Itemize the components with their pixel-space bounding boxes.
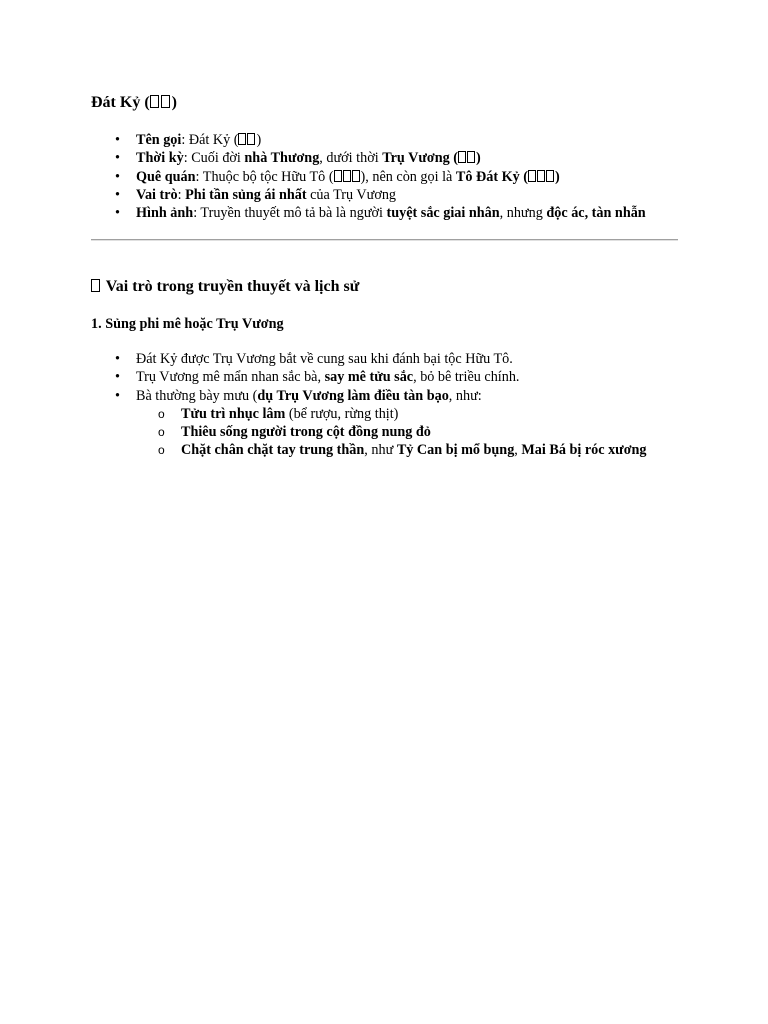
missing-glyph-icon (546, 170, 554, 182)
missing-glyph-icon (247, 133, 255, 145)
example-list (136, 405, 647, 460)
role-list (91, 350, 647, 460)
list-item: • Quê quán: Thuộc bộ tộc Hữu Tô ( ), nên còn gọi là Tô Đát Kỷ ( ) (136, 168, 646, 186)
missing-glyph-icon (91, 279, 100, 292)
missing-glyph-icon (528, 170, 536, 182)
missing-glyph-icon (161, 95, 170, 108)
missing-glyph-icon (467, 151, 475, 163)
page-title: Đát Kỷ ( ) (91, 94, 177, 111)
list-item: • Thời kỳ: Cuối đời nhà Thương, dưới thời Trụ Vương ( ) (136, 149, 646, 167)
missing-glyph-icon (238, 133, 246, 145)
list-item: o Thiêu sống người trong cột đồng nung đỏ (181, 423, 647, 441)
list-item: • Đát Kỷ được Trụ Vương bắt về cung sau khi đánh bại tộc Hữu Tô. (136, 350, 647, 368)
list-item: o Tửu trì nhục lâm (bể rượu, rừng thịt) (181, 405, 647, 423)
info-list (91, 131, 646, 222)
list-item: • Tên gọi: Đát Kỷ ( ) (136, 131, 646, 149)
list-item: • Vai trò: Phi tần sủng ái nhất của Trụ Vương (136, 186, 646, 204)
missing-glyph-icon (352, 170, 360, 182)
section-heading: Vai trò trong truyền thuyết và lịch sử (91, 277, 359, 297)
list-item: o Chặt chân chặt tay trung thần, như Tỷ Can bị mổ bụng, Mai Bá bị róc xương (181, 441, 647, 459)
missing-glyph-icon (334, 170, 342, 182)
missing-glyph-icon (458, 151, 466, 163)
missing-glyph-icon (537, 170, 545, 182)
list-item: • Hình ảnh: Truyền thuyết mô tả bà là người tuyệt sắc giai nhân, nhưng độc ác, tàn nhẫn (136, 204, 646, 222)
list-item: • Bà thường bày mưu (dụ Trụ Vương làm điều tàn bạo, như: o Tửu trì nhục lâm (bể rượu, rừng thịt) o Thiêu sống người trong cột đồng nung đỏ o Chặt chân chặt tay trung thần, như Tỷ Can bị mổ bụng, Mai Bá bị róc xương (136, 387, 647, 460)
missing-glyph-icon (343, 170, 351, 182)
missing-glyph-icon (150, 95, 159, 108)
list-item: • Trụ Vương mê mẩn nhan sắc bà, say mê tửu sắc, bỏ bê triều chính. (136, 368, 647, 386)
horizontal-divider (91, 239, 678, 241)
subsection-heading: 1. Sủng phi mê hoặc Trụ Vương (91, 316, 284, 332)
